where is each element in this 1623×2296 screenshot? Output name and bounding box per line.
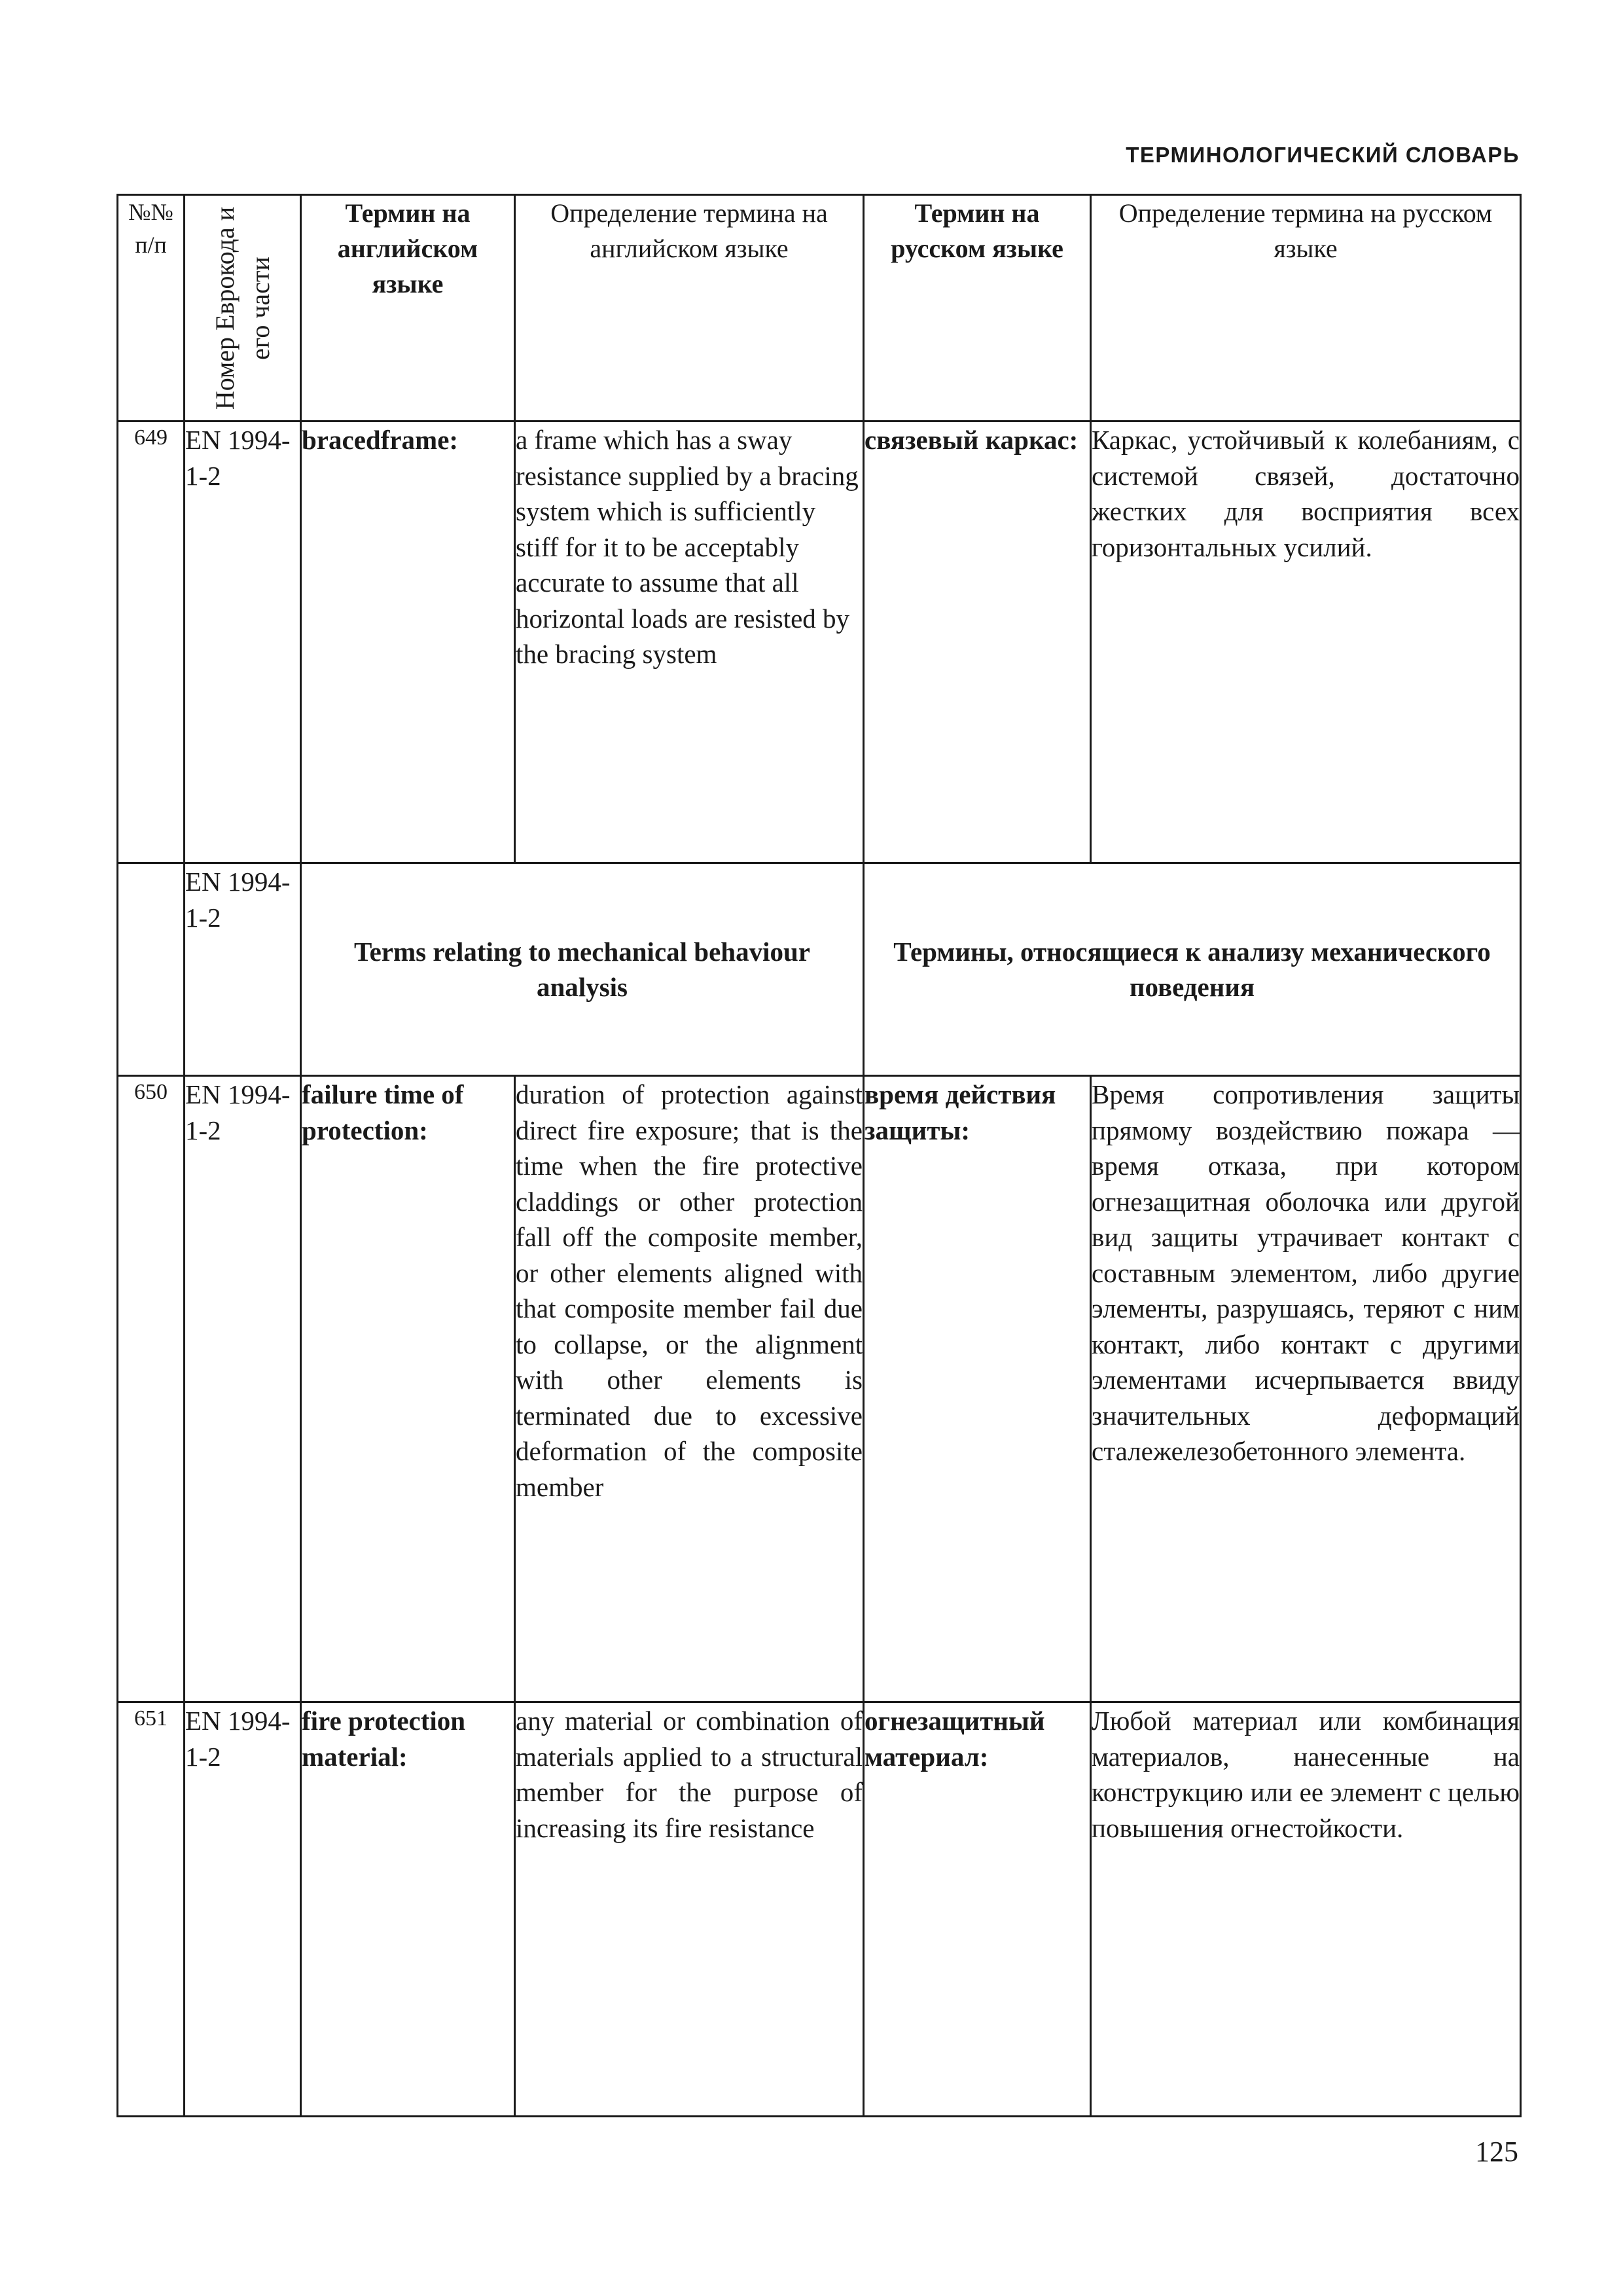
definition-en: duration of protection against direct fire exposure; that is the time when the fire protective claddings or other protection fall off the composite member, or other elements aligned with that composite member fail due to collapse, or the alignment with other elements is terminated due to excessive deformation of the composite member: [515, 1076, 864, 1702]
term-en: fire protection material:: [301, 1702, 515, 2117]
section-title-en: Terms relating to mechanical behaviour analysis: [301, 863, 864, 1076]
header-term-en: Термин на английском языке: [301, 195, 515, 422]
section-row: [118, 863, 1521, 1076]
eurocode-ref: EN 1994-1-2: [185, 1076, 301, 1702]
term-en: failure time of protection:: [301, 1076, 515, 1702]
header-def-en: Определение термина на английском языке: [515, 195, 864, 422]
definition-ru: Любой материал или комбинация материалов, нанесенные на конструкцию или ее элемент с целью повышения огнестойкости.: [1091, 1702, 1521, 2117]
header-num: №№ п/п: [118, 195, 185, 422]
entry-number: 651: [118, 1702, 185, 2117]
term-en: bracedframe:: [301, 422, 515, 863]
definition-ru: Время сопротивления защиты прямому воздействию пожара — время отказа, при котором огнезащитная оболочка или другой вид защиты утрачивает контакт с составным элементом, либо другие элементы, разрушаясь, теряют с ним контакт, либо контакт с другими элементами исчерпывается ввиду значительных деформаций сталежелезобетонного элемента.: [1091, 1076, 1521, 1702]
definition-ru: Каркас, устойчивый к колебаниям, с системой связей, достаточно жестких для восприятия всех горизонтальных усилий.: [1091, 422, 1521, 863]
entry-number: 650: [118, 1076, 185, 1702]
running-head: ТЕРМИНОЛОГИЧЕСКИЙ СЛОВАРЬ: [1126, 143, 1520, 167]
table-row: [118, 1702, 1521, 2117]
header-eurocode-label: Номер Еврокода и его части: [209, 206, 275, 410]
glossary-table: [116, 194, 1522, 2117]
page-number: 125: [1475, 2136, 1518, 2168]
term-ru: связевый каркас:: [864, 422, 1091, 863]
header-eurocode: [185, 195, 301, 422]
term-ru: огнезащитный материал:: [864, 1702, 1091, 2117]
section-title-ru: Термины, относящиеся к анализу механического поведения: [864, 863, 1521, 1076]
table-row: [118, 1076, 1521, 1702]
header-def-ru: Определение термина на русском языке: [1091, 195, 1521, 422]
eurocode-ref: EN 1994-1-2: [185, 1702, 301, 2117]
definition-en: any material or combination of materials applied to a structural member for the purpose of increasing its fire resistance: [515, 1702, 864, 2117]
eurocode-ref: EN 1994-1-2: [185, 863, 301, 1076]
definition-en: a frame which has a sway resistance supplied by a bracing system which is sufficiently stiff for it to be acceptably accurate to assume that all horizontal loads are resisted by the bracing system: [515, 422, 864, 863]
term-ru: время действия защиты:: [864, 1076, 1091, 1702]
entry-number: 649: [118, 422, 185, 863]
eurocode-ref: EN 1994-1-2: [185, 422, 301, 863]
section-number-empty: [118, 863, 185, 1076]
header-term-ru: Термин на русском языке: [864, 195, 1091, 422]
table-header-row: [118, 195, 1521, 422]
table-row: [118, 422, 1521, 863]
